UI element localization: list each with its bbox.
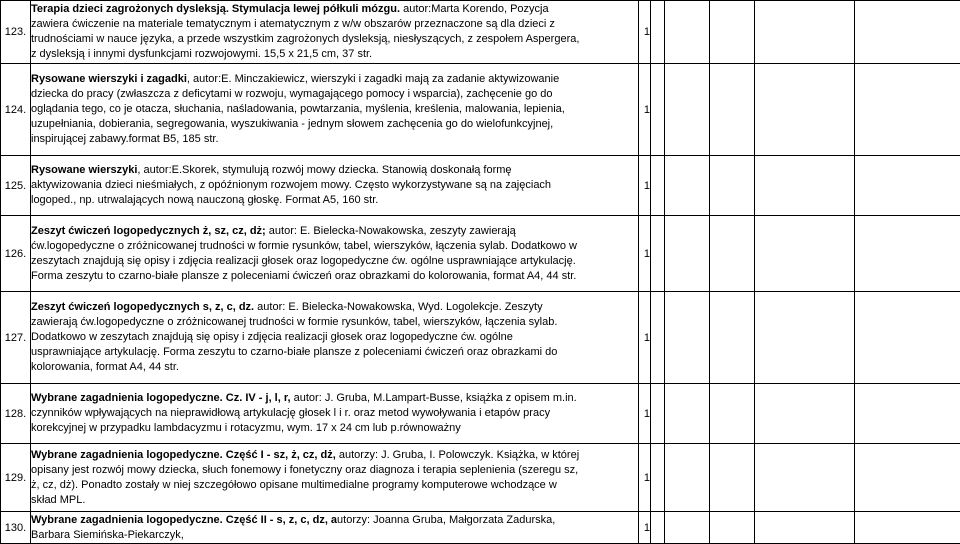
description-text: inspirującej zabawy.format B5, 185 str. [31, 133, 219, 145]
empty-cell [710, 444, 755, 512]
item-number: 123. [1, 1, 31, 64]
empty-cell [665, 512, 710, 544]
item-description [31, 512, 639, 544]
description-text: trudnościami w nauce języka, a przede wszystkim zagrożonych dysleksją, niesłyszących, z zespołem Aspergera, [31, 33, 579, 45]
item-number: 129. [1, 444, 31, 512]
item-description [31, 292, 639, 384]
description-line [31, 421, 638, 436]
empty-cell [651, 384, 665, 444]
empty-cell [651, 64, 665, 156]
empty-cell [755, 1, 855, 64]
item-description [31, 64, 639, 156]
item-number: 128. [1, 384, 31, 444]
description-line [31, 239, 638, 254]
empty-cell [855, 512, 960, 544]
item-number: 124. [1, 64, 31, 156]
description-line [31, 224, 638, 239]
description-line [31, 463, 638, 478]
empty-cell [651, 512, 665, 544]
description-text: autor: E. Bielecka-Nowakowska, zeszyty zawierają [266, 225, 516, 237]
description-line [31, 72, 638, 87]
description-text: usprawniające artykulację. Forma zeszytu to czarno-białe plansze z poleceniami ćwiczeń oraz obrazkami do [31, 346, 557, 358]
description-text: , autor:E. Minczakiewicz, wierszyki i zagadki mają za zadanie aktywizowanie [187, 73, 559, 85]
empty-cell [710, 384, 755, 444]
item-quantity: 1 [639, 1, 651, 64]
empty-cell [665, 156, 710, 216]
empty-cell [665, 1, 710, 64]
description-text: aktywizowania dzieci nieśmiałych, z opóźnionym rozwojem mowy. Często wykorzystywane są na zajęciach [31, 179, 551, 191]
item-title: Wybrane zagadnienia logopedyczne. Część I - sz, ż, cz, dż, [31, 449, 336, 461]
item-description [31, 1, 639, 64]
empty-cell [755, 292, 855, 384]
description-text: , autor:E.Skorek, stymulują rozwój mowy dziecka. Stanowią doskonałą formę [137, 164, 511, 176]
description-text: autor:Marta Korendo, Pozycja [403, 3, 549, 15]
description-text: autor: E. Bielecka-Nowakowska, Wyd. Logolekcje. Zeszyty [254, 301, 542, 313]
table-row [1, 1, 960, 64]
empty-cell [665, 444, 710, 512]
description-line [31, 360, 638, 375]
empty-cell [710, 1, 755, 64]
description-line [31, 102, 638, 117]
description-line [31, 406, 638, 421]
empty-cell [710, 156, 755, 216]
empty-cell [651, 156, 665, 216]
empty-cell [855, 64, 960, 156]
item-quantity: 1 [639, 64, 651, 156]
table-row [1, 444, 960, 512]
description-line [31, 478, 638, 493]
description-text: zawiera ćwiczenie na materiale tematycznym i atematycznym z w/w obszarów przeznaczone są dla dzieci z [31, 18, 555, 30]
item-number: 127. [1, 292, 31, 384]
description-line [31, 493, 638, 508]
description-line [31, 513, 638, 528]
description-line [31, 17, 638, 32]
item-quantity: 1 [639, 216, 651, 292]
empty-cell [651, 444, 665, 512]
empty-cell [755, 64, 855, 156]
item-title: Rysowane wierszyki [31, 164, 137, 176]
empty-cell [651, 292, 665, 384]
empty-cell [651, 1, 665, 64]
item-title: Terapia dzieci zagrożonych dysleksją. Stymulacja lewej półkuli mózgu. [31, 3, 403, 15]
table-row [1, 216, 960, 292]
empty-cell [855, 216, 960, 292]
description-text: z dysleksją i innymi dysfunkcjami rozwojowymi. 15,5 x 21,5 cm, 37 str. [31, 48, 372, 60]
item-title: Zeszyt ćwiczeń logopedycznych ż, sz, cz, dż; [31, 225, 266, 237]
description-text: zawierają ćw.logopedyczne o zróżnicowanej trudności w formie rysunków, tabel, wierszyków, łączenia sylab. [31, 316, 557, 328]
empty-cell [855, 444, 960, 512]
description-text: skład MPL. [31, 494, 85, 506]
description-text: logoped., np. utrwalających nową nauczoną głoskę. Format A5, 160 str. [31, 194, 378, 206]
description-line [31, 47, 638, 62]
description-text: autor: J. Gruba, M.Lampart-Busse, książka z opisem m.in. [291, 392, 577, 404]
description-line [31, 254, 638, 269]
description-text: ż, cz, dż). Ponadto zostały w niej szczegółowo opisane multimedialne programy komputerowe wchodzące w [31, 479, 557, 491]
description-line [31, 193, 638, 208]
table-row [1, 64, 960, 156]
empty-cell [665, 292, 710, 384]
empty-cell [855, 384, 960, 444]
item-number: 125. [1, 156, 31, 216]
empty-cell [710, 64, 755, 156]
empty-cell [755, 384, 855, 444]
description-text: Dodatkowo w zeszytach znajdują się opisy i zdjęcia realizacji głosek oraz logopedyczne ćw. ogólne [31, 331, 513, 343]
description-text: ćw.logopedyczne o zróżnicowanej trudności w formie rysunków, tabel, wierszyków, łączenia sylab. Dodatkowo w [31, 240, 577, 252]
description-text: utorzy: Joanna Gruba, Małgorzata Zadurska, [337, 514, 555, 526]
empty-cell [651, 216, 665, 292]
description-text: opisany jest rozwój mowy dziecka, słuch fonemowy i fonetyczny oraz diagnoza i terapia seplenienia (szeregu sz, [31, 464, 578, 476]
description-text: Barbara Siemińska-Piekarczyk, [31, 529, 184, 541]
description-text: kolorowania, format A4, 44 str. [31, 361, 179, 373]
description-line [31, 300, 638, 315]
description-line [31, 117, 638, 132]
empty-cell [755, 512, 855, 544]
table-row [1, 292, 960, 384]
description-text: oglądania tego, co je otacza, słuchania, naśladowania, powtarzania, myślenia, kreślenia, malowania, lepienia, [31, 103, 565, 115]
description-line [31, 132, 638, 147]
item-title: Wybrane zagadnienia logopedyczne. Cz. IV - j, l, r, [31, 392, 291, 404]
item-number: 126. [1, 216, 31, 292]
empty-cell [665, 64, 710, 156]
table-row [1, 156, 960, 216]
description-line [31, 178, 638, 193]
description-line [31, 87, 638, 102]
empty-cell [755, 216, 855, 292]
item-quantity: 1 [639, 384, 651, 444]
item-title: Wybrane zagadnienia logopedyczne. Część II - s, z, c, dz, a [31, 514, 337, 526]
empty-cell [665, 216, 710, 292]
item-quantity: 1 [639, 156, 651, 216]
description-line [31, 269, 638, 284]
description-line [31, 2, 638, 17]
table-row [1, 512, 960, 544]
description-line [31, 330, 638, 345]
item-title: Rysowane wierszyki i zagadki [31, 73, 187, 85]
table-row [1, 384, 960, 444]
description-text: czynników wpływających na nieprawidłową artykulację głosek l i r. oraz metod wywoływania i etapów pracy [31, 407, 550, 419]
item-description [31, 156, 639, 216]
empty-cell [710, 512, 755, 544]
item-quantity: 1 [639, 292, 651, 384]
description-line [31, 32, 638, 47]
description-line [31, 528, 638, 543]
empty-cell [710, 216, 755, 292]
item-description [31, 384, 639, 444]
item-quantity: 1 [639, 444, 651, 512]
description-line [31, 345, 638, 360]
item-description [31, 216, 639, 292]
empty-cell [855, 292, 960, 384]
item-description [31, 444, 639, 512]
description-text: korekcyjnej w przypadku lambdacyzmu i rotacyzmu, wym. 17 x 24 cm lub p.równoważny [31, 422, 461, 434]
description-text: zeszytach znajdują się opisy i zdjęcia realizacji głosek oraz logopedyczne ćw. ogólne usprawniające artykulację. [31, 255, 576, 267]
empty-cell [855, 1, 960, 64]
description-text: dziecka do pracy (zwłaszcza z deficytami w rozwoju, wymagającego pomocy i wsparcia), zachęcenie go do [31, 88, 553, 100]
description-line [31, 391, 638, 406]
description-line [31, 448, 638, 463]
description-line [31, 315, 638, 330]
description-text: autorzy: J. Gruba, I. Polowczyk. Książka, w której [336, 449, 579, 461]
item-quantity: 1 [639, 512, 651, 544]
description-line [31, 163, 638, 178]
item-number: 130. [1, 512, 31, 544]
empty-cell [665, 384, 710, 444]
empty-cell [710, 292, 755, 384]
description-text: Forma zeszytu to czarno-białe plansze z poleceniami ćwiczeń oraz obrazkami do kolorowania, format A4, 44 str. [31, 270, 576, 282]
empty-cell [755, 156, 855, 216]
item-title: Zeszyt ćwiczeń logopedycznych s, z, c, dz. [31, 301, 254, 313]
empty-cell [755, 444, 855, 512]
empty-cell [855, 156, 960, 216]
description-text: uzupełniania, dobierania, segregowania, wyszukiwania - jednym słowem zachęcenia go do wielofunkcyjnej, [31, 118, 553, 130]
